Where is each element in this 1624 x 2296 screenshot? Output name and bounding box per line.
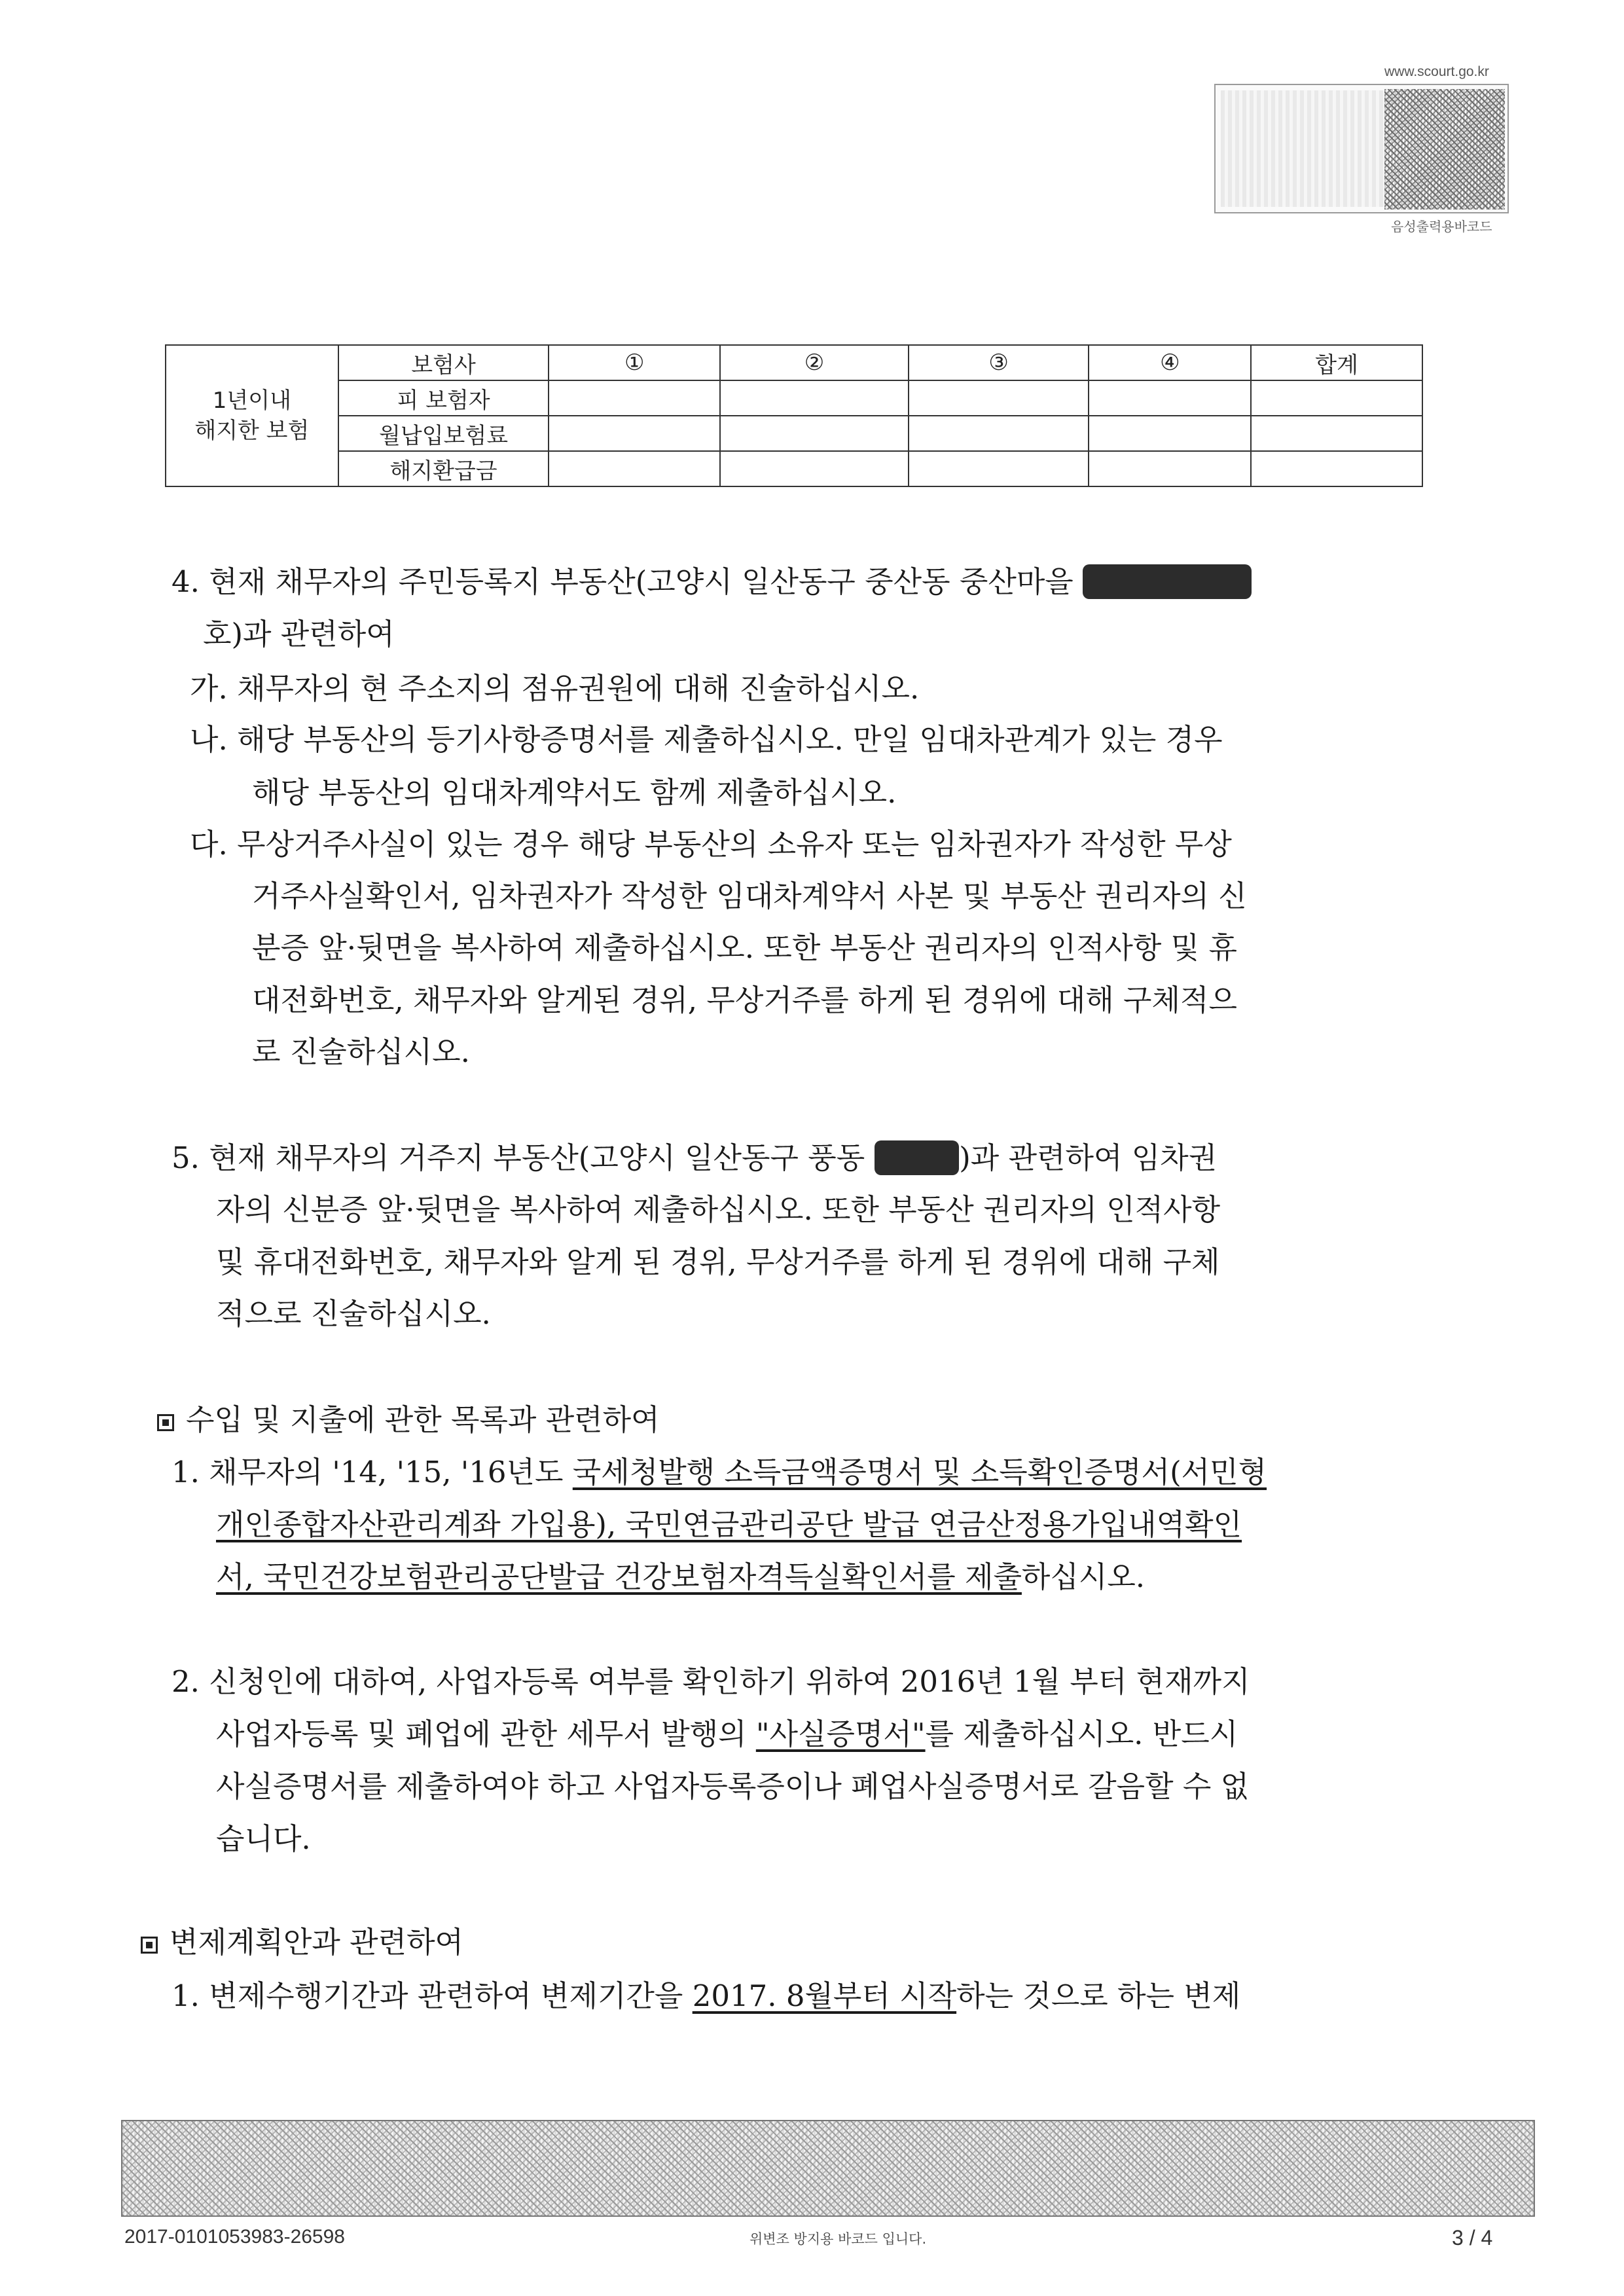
item4-line1: 4. 현재 채무자의 주민등록지 부동산(고양시 일산동구 중산동 중산마을 — [171, 563, 1252, 601]
document-number: 2017-0101053983-26598 — [124, 2226, 345, 2248]
barcode-pattern-right — [1384, 89, 1505, 210]
item5-line1: 5. 현재 채무자의 거주지 부동산(고양시 일산동구 풍동 )과 관련하여 임차권 — [171, 1140, 1218, 1175]
row-label-monthly-premium: 월납입보험료 — [338, 416, 549, 451]
column-header-3: ③ — [909, 345, 1089, 380]
income-item1-line1: 1. 채무자의 '14, '15, '16년도 국세청발행 소득금액증명서 및 소득확인증명서(서민형 — [171, 1455, 1267, 1489]
table-cell — [909, 416, 1089, 451]
site-url: www.scourt.go.kr — [1384, 64, 1489, 79]
item4-ga: 가. 채무자의 현 주소지의 점유권원에 대해 진술하십시오. — [190, 671, 920, 706]
redacted-address — [875, 1140, 960, 1175]
column-header-total: 합계 — [1251, 345, 1422, 380]
section-repay-title: 변제계획안과 관련하여 — [141, 1923, 463, 1961]
table-row — [166, 451, 1422, 486]
table-cell — [720, 416, 909, 451]
income-item1-line3: 서, 국민건강보험관리공단발급 건강보험자격득실확인서를 제출하십시오. — [216, 1559, 1146, 1594]
insurance-table — [165, 344, 1423, 487]
income-item2-line3: 사실증명서를 제출하여야 하고 사업자등록증이나 폐업사실증명서로 갈음할 수 없 — [216, 1769, 1250, 1804]
item4-da-3: 분증 앞·뒷면을 복사하여 제출하십시오. 또한 부동산 권리자의 인적사항 및 휴 — [252, 930, 1237, 965]
item4-na-1: 나. 해당 부동산의 등기사항증명서를 제출하십시오. 만일 임대차관계가 있는 경우 — [190, 722, 1223, 757]
table-row — [166, 345, 1422, 380]
income-item1-line2: 개인종합자산관리계좌 가입용), 국민연금관리공단 발급 연금산정용가입내역확인 — [216, 1507, 1242, 1542]
table-cell — [909, 451, 1089, 486]
table-cell — [549, 451, 720, 486]
table-cell — [720, 380, 909, 416]
table-cell — [720, 451, 909, 486]
anti-forgery-barcode — [121, 2120, 1535, 2217]
voice-output-barcode — [1214, 84, 1509, 213]
item4-na-2: 해당 부동산의 임대차계약서도 함께 제출하십시오. — [252, 775, 897, 810]
row-label-insurer: 보험사 — [338, 345, 549, 380]
item4-da-5: 로 진술하십시오. — [252, 1034, 470, 1069]
table-row — [166, 380, 1422, 416]
barcode-caption: 음성출력용바코드 — [1391, 220, 1492, 234]
row-label-surrender-refund: 해지환급금 — [338, 451, 549, 486]
table-cell — [1089, 380, 1251, 416]
table-group-label: 1년이내 해지한 보험 — [166, 345, 338, 486]
income-item2-line4: 습니다. — [216, 1821, 311, 1856]
item5-line3: 및 휴대전화번호, 채무자와 알게 된 경위, 무상거주를 하게 된 경위에 대해 구체 — [216, 1245, 1220, 1279]
page-number: 3 / 4 — [1452, 2226, 1493, 2250]
income-item2-line1: 2. 신청인에 대하여, 사업자등록 여부를 확인하기 위하여 2016년 1월 부터 현재까지 — [171, 1664, 1250, 1699]
table-cell — [1251, 451, 1422, 486]
repay-item1-line1: 1. 변제수행기간과 관련하여 변제기간을 2017. 8월부터 시작하는 것으로 하는 변제 — [171, 1978, 1241, 2013]
table-cell — [1251, 416, 1422, 451]
table-cell — [1089, 416, 1251, 451]
table-cell — [909, 380, 1089, 416]
item4-da-1: 다. 무상거주사실이 있는 경우 해당 부동산의 소유자 또는 임차권자가 작성한 무상 — [190, 827, 1232, 862]
item4-da-2: 거주사실확인서, 임차권자가 작성한 임대차계약서 사본 및 부동산 권리자의 신 — [252, 879, 1247, 913]
table-cell — [549, 416, 720, 451]
square-bullet-icon — [157, 1414, 174, 1431]
section-income-title: 수입 및 지출에 관한 목록과 관련하여 — [157, 1401, 660, 1439]
table-cell — [1251, 380, 1422, 416]
column-header-2: ② — [720, 345, 909, 380]
item5-line4: 적으로 진술하십시오. — [216, 1296, 491, 1331]
item5-line2: 자의 신분증 앞·뒷면을 복사하여 제출하십시오. 또한 부동산 권리자의 인적사항 — [216, 1192, 1221, 1227]
column-header-4: ④ — [1089, 345, 1251, 380]
redacted-address — [1083, 564, 1252, 599]
row-label-insured: 피 보험자 — [338, 380, 549, 416]
income-item2-line2: 사업자등록 및 폐업에 관한 세무서 발행의 "사실증명서"를 제출하십시오. 반드시 — [216, 1717, 1238, 1751]
square-bullet-icon — [141, 1937, 158, 1954]
column-header-1: ① — [549, 345, 720, 380]
table-cell — [549, 380, 720, 416]
barcode-note: 위변조 방지용 바코드 입니다. — [749, 2231, 927, 2247]
item4-line2: 호)과 관련하여 — [203, 617, 395, 651]
item4-da-4: 대전화번호, 채무자와 알게된 경위, 무상거주를 하게 된 경위에 대해 구체적으 — [252, 983, 1237, 1017]
table-row — [166, 416, 1422, 451]
table-cell — [1089, 451, 1251, 486]
